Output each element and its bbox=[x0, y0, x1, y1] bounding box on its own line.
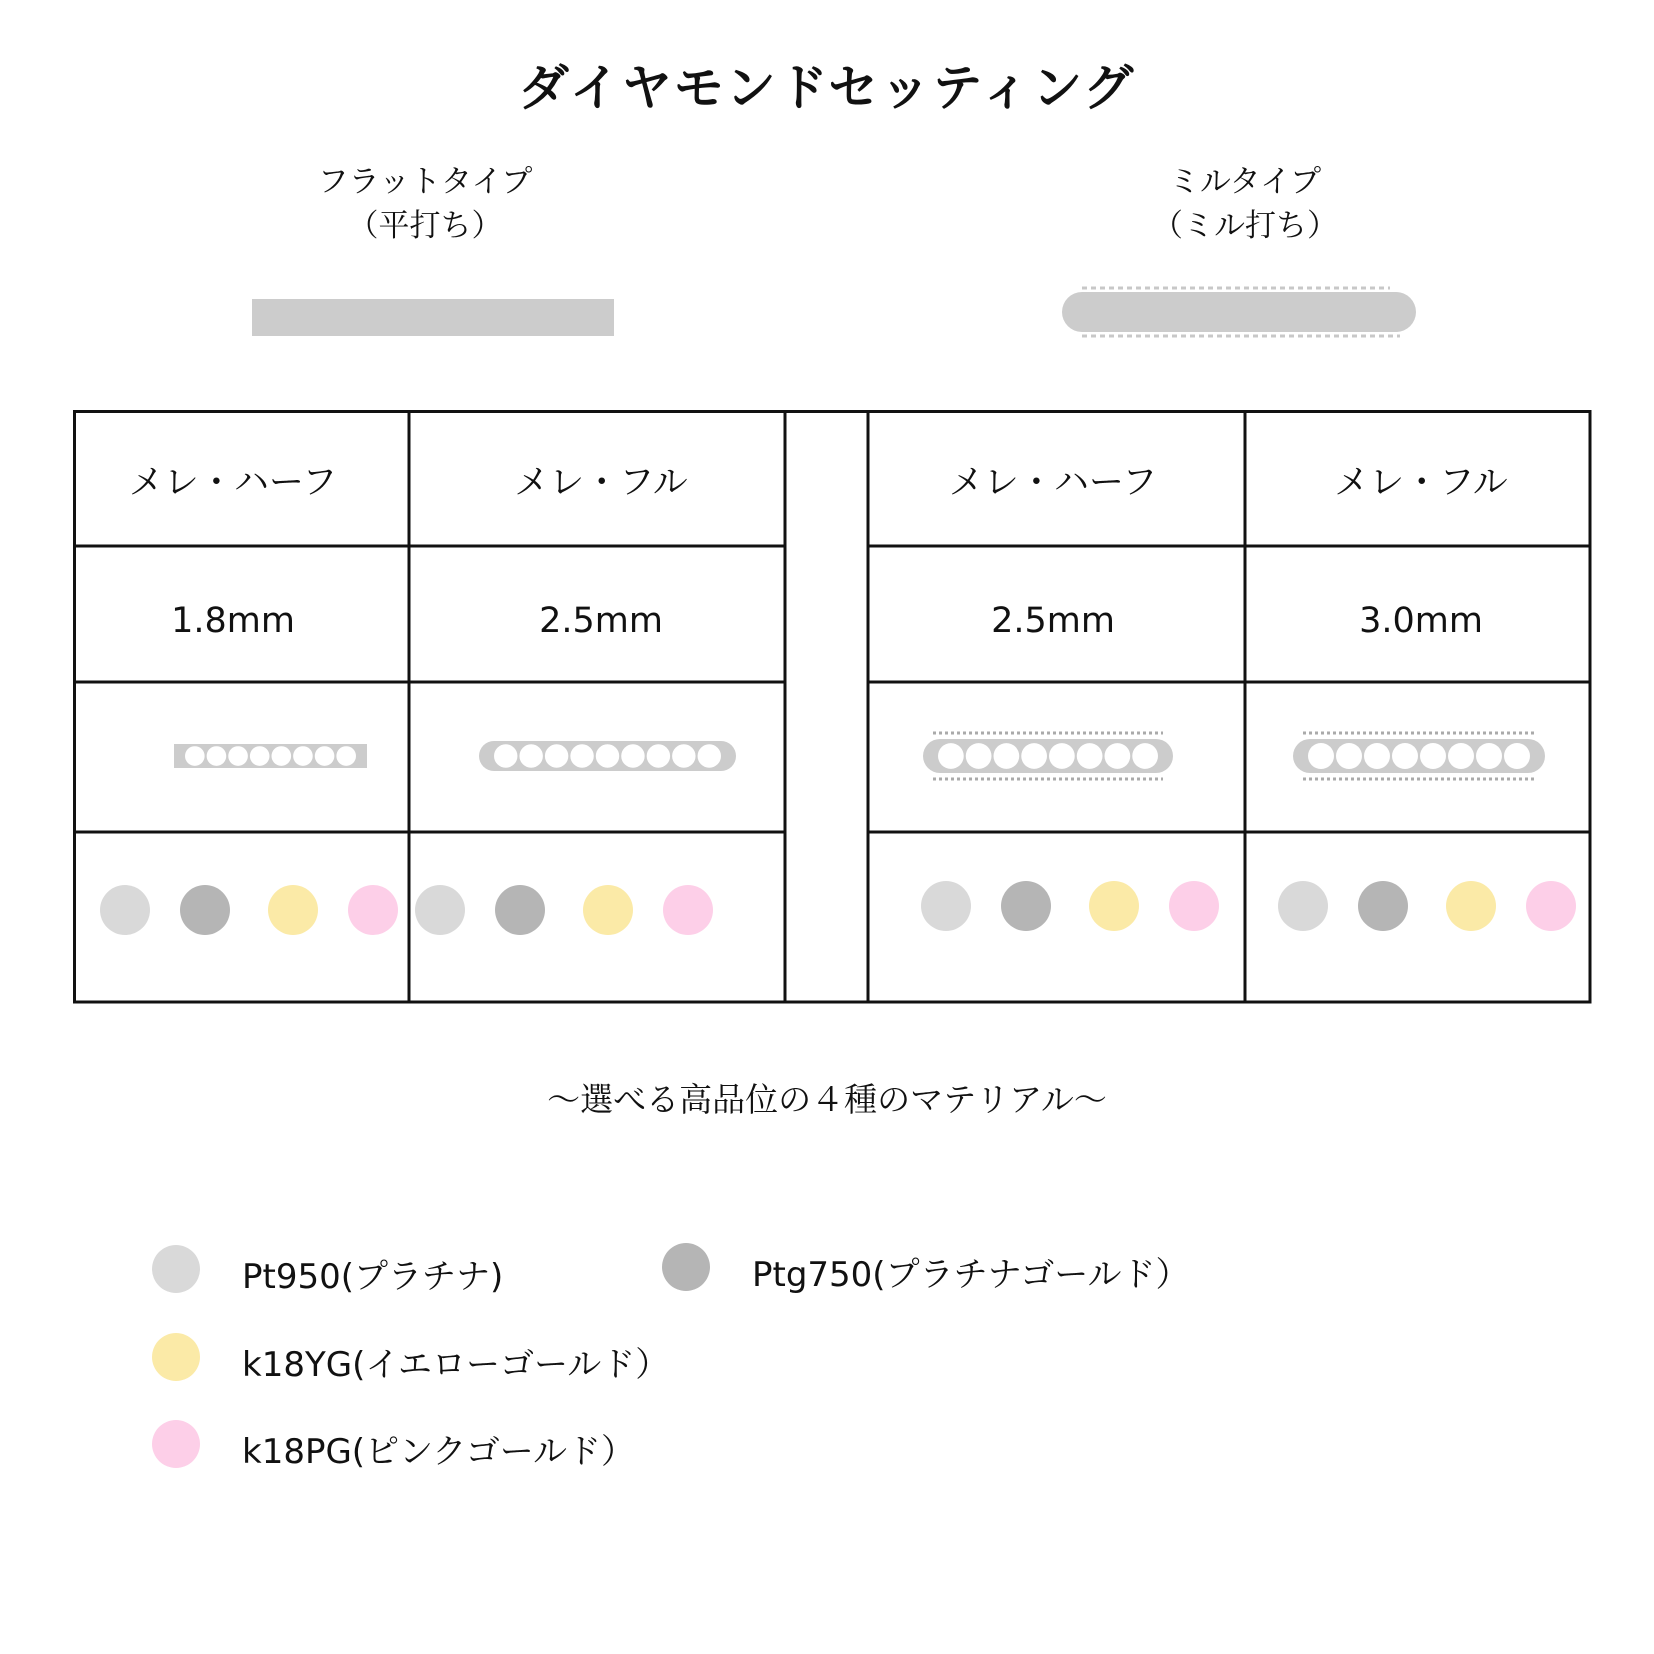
column-name: メレ・ハーフ bbox=[948, 463, 1158, 503]
material-swatch bbox=[495, 885, 545, 935]
materials-caption: ～選べる高品位の４種のマテリアル～ bbox=[547, 1080, 1107, 1119]
material-swatch bbox=[1358, 881, 1408, 931]
material-swatch bbox=[583, 885, 633, 935]
column-name: メレ・フル bbox=[1334, 463, 1508, 503]
material-swatch bbox=[1001, 881, 1051, 931]
material-swatch bbox=[348, 885, 398, 935]
k18yg-swatch bbox=[152, 1333, 200, 1381]
column-name: メレ・フル bbox=[514, 463, 688, 503]
mil-band-illustration bbox=[1060, 282, 1420, 342]
mil-half-band-icon bbox=[923, 733, 1173, 779]
flat-band-illustration bbox=[252, 299, 614, 336]
material-swatch bbox=[268, 885, 318, 935]
material-swatch bbox=[415, 885, 465, 935]
mil-full-band-icon bbox=[1293, 733, 1545, 779]
mil-type-name: ミルタイプ bbox=[1168, 164, 1322, 200]
flat-type-name: フラットタイプ bbox=[317, 164, 533, 200]
material-swatch bbox=[1169, 881, 1219, 931]
ptg750-swatch bbox=[662, 1243, 710, 1291]
k18pg-swatch bbox=[152, 1420, 200, 1468]
material-swatch bbox=[1089, 881, 1139, 931]
page-title: ダイヤモンドセッティング bbox=[518, 59, 1136, 117]
stone-size: 1.8mm bbox=[171, 601, 295, 641]
legend-label: k18YG(イエローゴールド） bbox=[242, 1345, 670, 1385]
flat-type-heading bbox=[255, 160, 595, 248]
material-swatch bbox=[663, 885, 713, 935]
material-swatch bbox=[100, 885, 150, 935]
pt950-swatch bbox=[152, 1245, 200, 1293]
material-swatch bbox=[1278, 881, 1328, 931]
legend-label: Ptg750(プラチナゴールド） bbox=[752, 1255, 1190, 1295]
stone-size: 3.0mm bbox=[1359, 601, 1483, 641]
stone-size: 2.5mm bbox=[991, 601, 1115, 641]
flat-half-band-icon bbox=[174, 744, 367, 768]
material-swatch bbox=[921, 881, 971, 931]
setting-table bbox=[73, 410, 1593, 1010]
legend-label: k18PG(ピンクゴールド） bbox=[242, 1432, 636, 1472]
flat-type-subname: （平打ち） bbox=[347, 208, 503, 244]
mil-type-heading bbox=[1075, 160, 1415, 248]
mil-type-subname: （ミル打ち） bbox=[1152, 208, 1338, 244]
legend-label: Pt950(プラチナ) bbox=[242, 1257, 504, 1297]
material-swatch bbox=[180, 885, 230, 935]
flat-full-band-icon bbox=[479, 741, 736, 771]
material-swatch bbox=[1526, 881, 1576, 931]
column-name: メレ・ハーフ bbox=[128, 463, 338, 503]
stone-size: 2.5mm bbox=[539, 601, 663, 641]
material-swatch bbox=[1446, 881, 1496, 931]
